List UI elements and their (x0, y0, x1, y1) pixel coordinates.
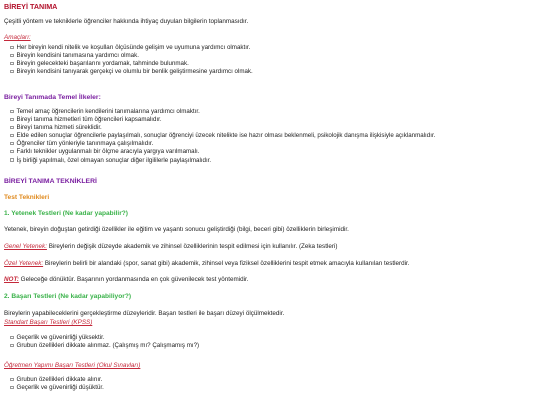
checkbox-bullet-icon (10, 110, 14, 114)
techniques-title: BİREYİ TANIMA TEKNİKLERİ (4, 178, 97, 185)
list-item: Bireyin kendisini tanıyarak gerçekçi ve olumlu bir benlik geliştirmesine yardımcı olmak. (10, 68, 253, 76)
checkbox-bullet-icon (10, 378, 14, 382)
aims-label: Amaçları: (4, 34, 31, 41)
checkbox-bullet-icon (10, 70, 14, 74)
checkbox-bullet-icon (10, 344, 14, 348)
list-item: Geçerlik ve güvenirliği yüksektir. (10, 334, 199, 342)
list-item: Farklı teknikler uygulanmalı bir ölçme aracıyla yargıya varılmamalı. (10, 148, 435, 156)
checkbox-bullet-icon (10, 134, 14, 138)
standard-tests-list (10, 334, 199, 350)
intro-text: Çeşitli yöntem ve tekniklerle öğrenciler hakkında ihtiyaç duyulan bilgilerin toplanmasıdır. (4, 18, 249, 25)
general-aptitude-line: Genel Yetenek: Bireylerin değişik düzeyde akademik ve zihinsel özelliklerinin tespit edilmesi için kullanılır. (Zeka testleri) (4, 243, 338, 250)
special-aptitude-line: Özel Yetenek: Bireylerin belirli bir alandaki (spor, sanat gibi) akademik, zihinsel veya fiziksel özelliklerini tespit etmek amacıyla kullanılan testlerdir. (4, 260, 410, 267)
list-item: Temel amaç öğrencilerin kendilerini tanımalarına yardımcı olmaktır. (10, 108, 435, 116)
aptitude-tests-heading: 1. Yetenek Testleri (Ne kadar yapabilir?) (4, 210, 128, 217)
teacher-tests-list (10, 376, 104, 392)
general-aptitude-label: Genel Yetenek: (4, 243, 47, 250)
list-item: Öğrenciler tüm yönleriyle tanınmaya çalışılmalıdır. (10, 140, 435, 148)
list-item: Grubun özellikleri dikkate alınır. (10, 376, 104, 384)
checkbox-bullet-icon (10, 126, 14, 130)
aptitude-description: Yetenek, bireyin doğuştan getirdiği özellikler ile eğitim ve yaşantı sonucu geliştirdiği (bilgi, beceri gibi) özelliklerin birleşimidir. (4, 226, 349, 233)
teacher-tests-label: Öğretmen Yapımı Başarı Testleri (Okul Sınavları) (4, 362, 141, 369)
checkbox-bullet-icon (10, 158, 14, 162)
achievement-tests-heading: 2. Başarı Testleri (Ne kadar yapabiliyor?) (4, 293, 132, 300)
note-label: NOT: (4, 276, 19, 283)
standard-tests-label: Standart Başarı Testleri (KPSS) (4, 319, 93, 326)
list-item: Her bireyin kendi nitelik ve koşulları ölçüsünde gelişim ve uyumuna yardımcı olmaktır. (10, 44, 253, 52)
test-techniques-heading: Test Teknikleri (4, 194, 50, 201)
list-item: Geçerlik ve güvenirliği düşüktür. (10, 384, 104, 392)
list-item: İş birliği yapılmalı, özel olmayan sonuçlar diğer ilgililerle paylaşılmalıdır. (10, 157, 435, 165)
aims-list (10, 44, 253, 76)
checkbox-bullet-icon (10, 62, 14, 66)
list-item: Grubun özellikleri dikkate alınmaz. (Çalışmış mı? Çalışmamış mı?) (10, 342, 199, 350)
page-title: BİREYİ TANIMA (4, 2, 58, 11)
list-item: Elde edilen sonuçlar öğrencilerle paylaşılmalı, sonuçlar öğrenciyi üzecek nitelikte ise hazır olması beklenmeli, psikolojik danışma ilişkisiyle açıklanmalıdır. (10, 132, 435, 140)
checkbox-bullet-icon (10, 386, 14, 390)
list-item: Bireyin kendisini tanımasına yardımcı olmak. (10, 52, 253, 60)
checkbox-bullet-icon (10, 336, 14, 340)
checkbox-bullet-icon (10, 118, 14, 122)
principles-list (10, 108, 435, 165)
checkbox-bullet-icon (10, 46, 14, 50)
principles-title: Bireyi Tanımada Temel İlkeler: (4, 94, 101, 101)
list-item: Bireyin gelecekteki başarılarını yordamak, tahminde bulunmak. (10, 60, 253, 68)
list-item: Bireyi tanıma hizmetleri tüm öğrencileri kapsamalıdır. (10, 116, 435, 124)
note-line: NOT: Geleceğe dönüktür. Başarının yordanmasında en çok güvenilecek test yöntemidir. (4, 276, 249, 283)
achievement-description: Bireylerin yapabileceklerini gerçekleştirme düzeyleridir. Başarı testleri ile başarı düzeyi ölçülmektedir. (4, 310, 285, 317)
checkbox-bullet-icon (10, 142, 14, 146)
checkbox-bullet-icon (10, 150, 14, 154)
list-item: Bireyi tanıma hizmeti süreklidir. (10, 124, 435, 132)
special-aptitude-label: Özel Yetenek: (4, 260, 44, 267)
checkbox-bullet-icon (10, 54, 14, 58)
